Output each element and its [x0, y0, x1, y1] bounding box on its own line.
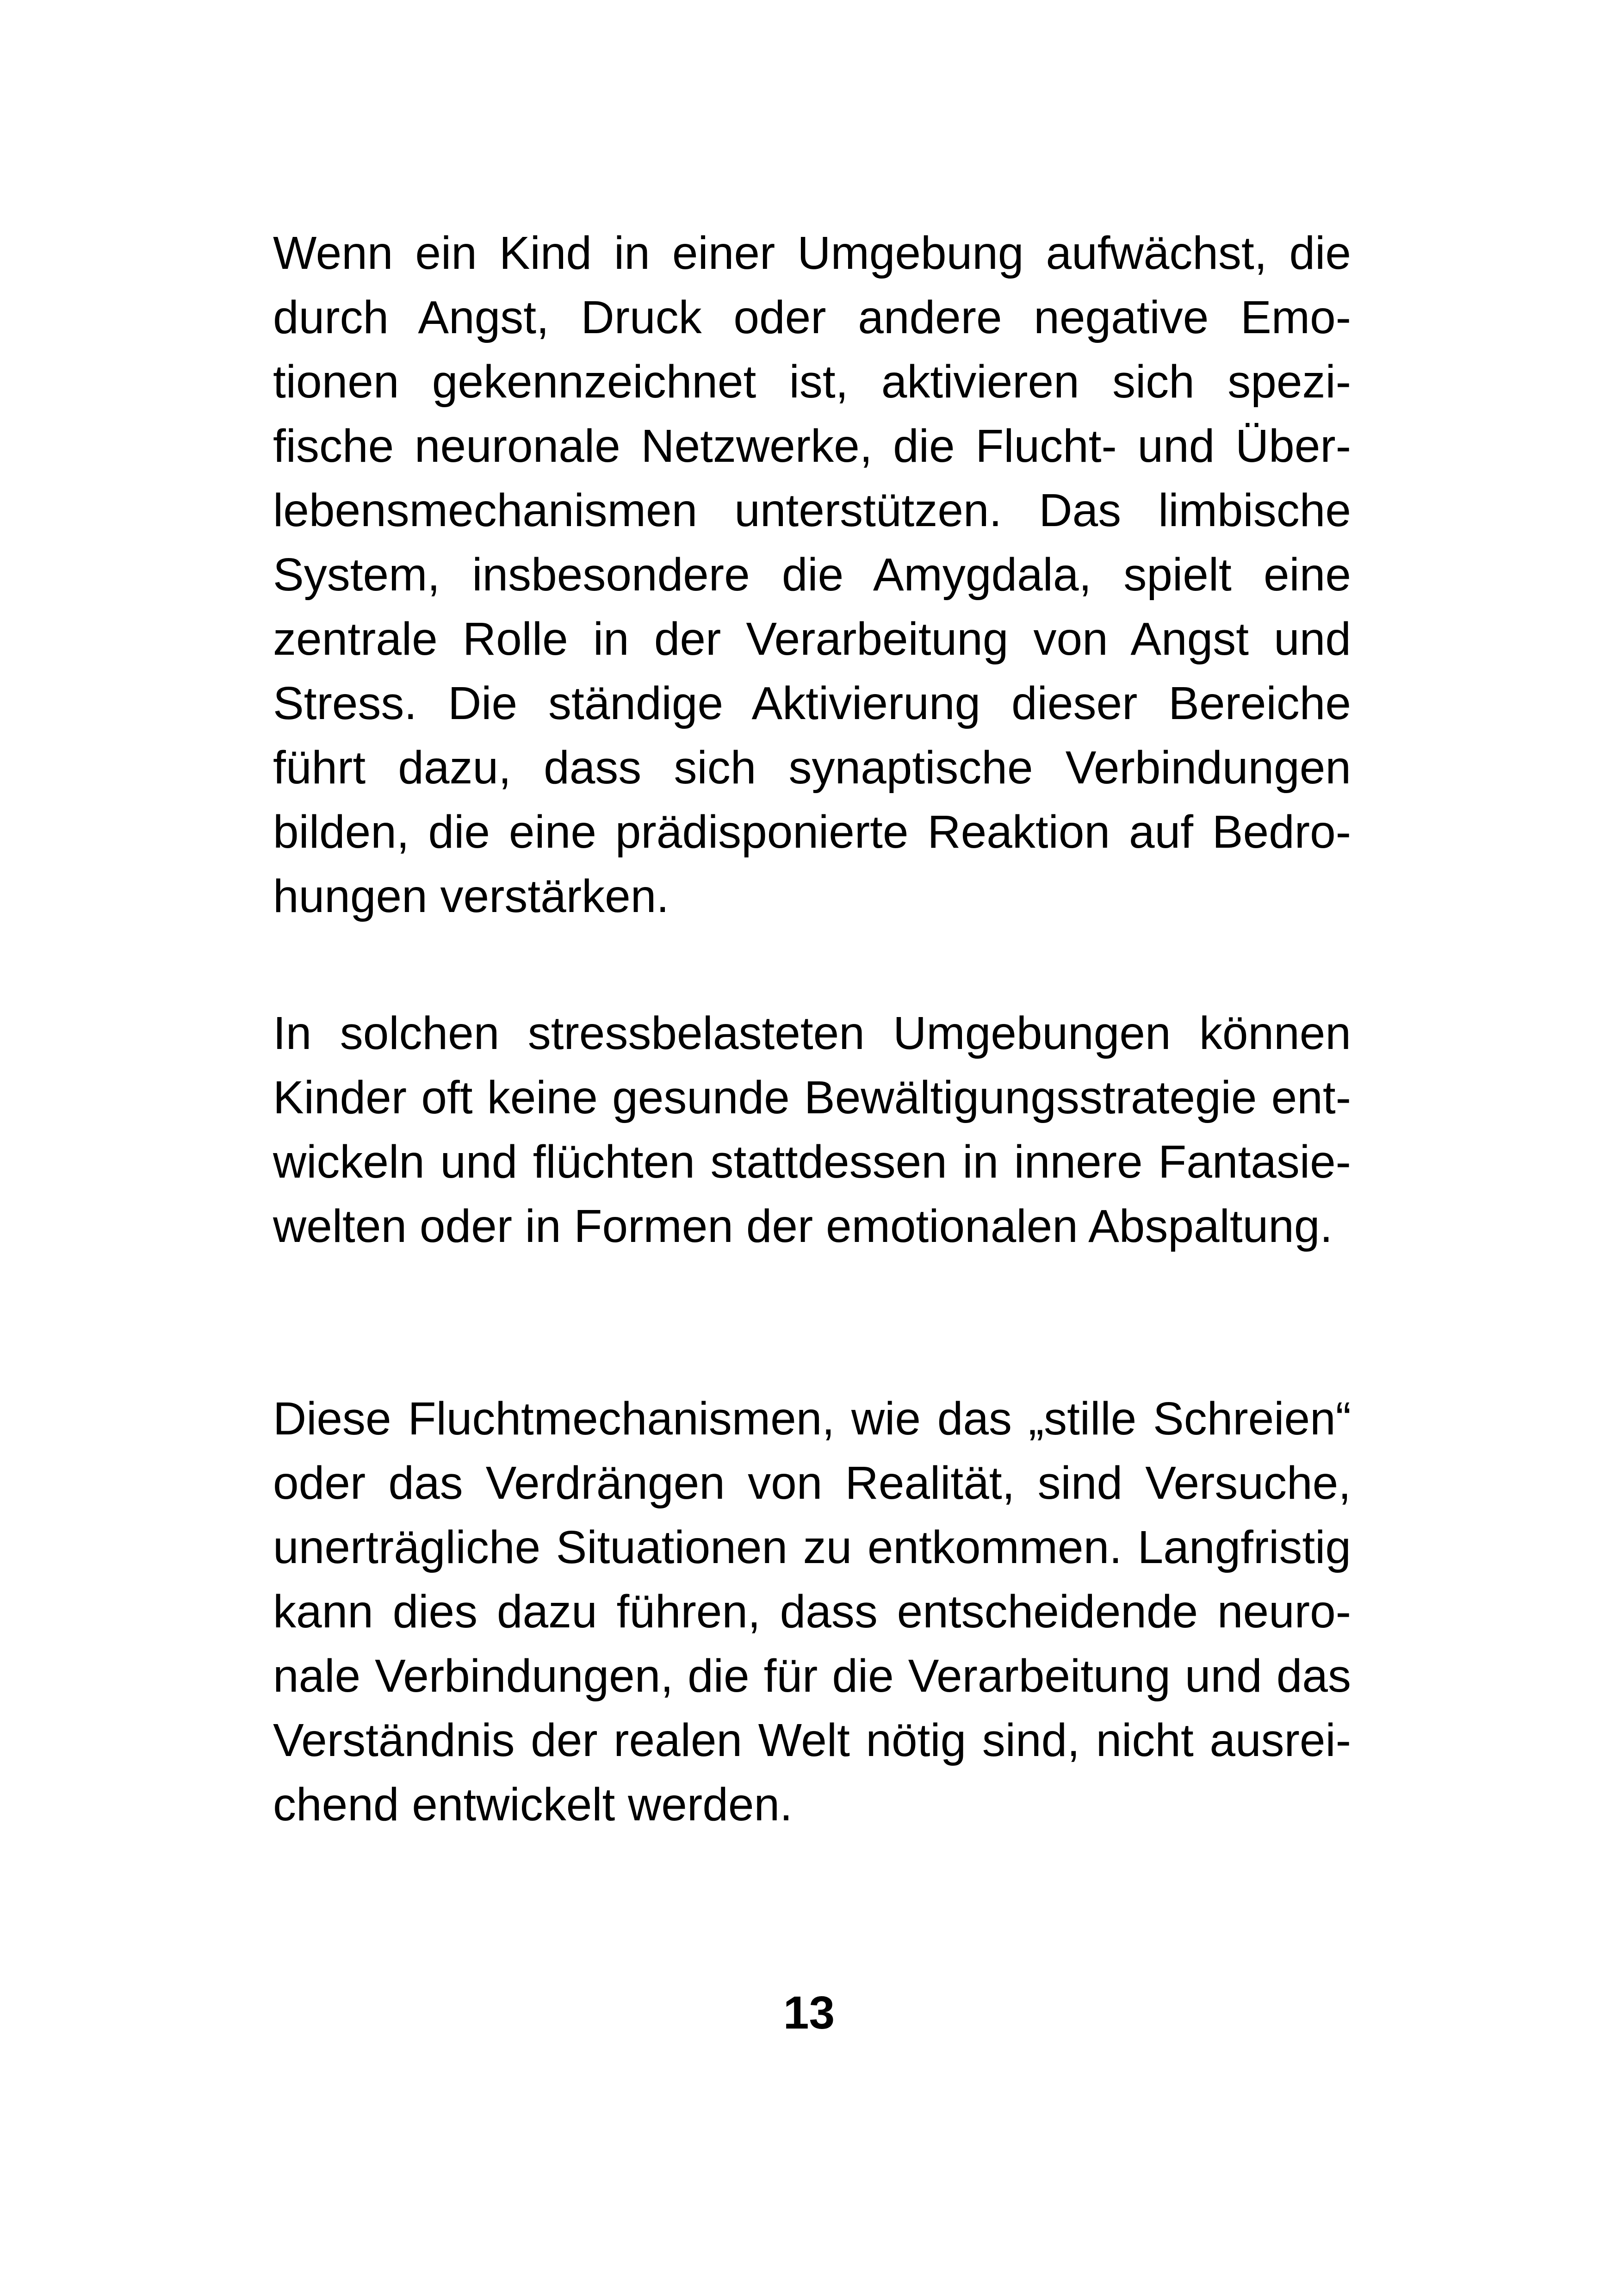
text-line: System, insbesondere die Amygdala, spielt eine	[273, 549, 1351, 601]
text-line: durch Angst, Druck oder andere negative Emo-	[273, 292, 1351, 343]
text-line: Wenn ein Kind in einer Umgebung aufwächst, die	[273, 227, 1351, 279]
text-line: unerträgliche Situationen zu entkommen. Langfristig	[273, 1521, 1351, 1573]
text-line: führt dazu, dass sich synaptische Verbindungen	[273, 742, 1351, 794]
text-line: Kinder oft keine gesunde Bewältigungsstrategie ent-	[273, 1072, 1351, 1123]
paragraph-1	[273, 221, 1351, 929]
text-line: nale Verbindungen, die für die Verarbeitung und das	[273, 1650, 1351, 1702]
text-line: bilden, die eine prädisponierte Reaktion auf Bedro-	[273, 806, 1351, 858]
text-line: zentrale Rolle in der Verarbeitung von Angst und	[273, 613, 1351, 665]
text-line: welten oder in Formen der emotionalen Abspaltung.	[273, 1200, 1333, 1252]
text-line: tionen gekennzeichnet ist, aktivieren sich spezi-	[273, 356, 1351, 408]
text-line: kann dies dazu führen, dass entscheidende neuro-	[273, 1586, 1351, 1638]
text-line: chend entwickelt werden.	[273, 1779, 793, 1831]
paragraph-2	[273, 1001, 1351, 1259]
text-line: oder das Verdrängen von Realität, sind Versuche,	[273, 1457, 1351, 1509]
paragraph-3	[273, 1387, 1351, 1837]
text-line: lebensmechanismen unterstützen. Das limbische	[273, 484, 1351, 536]
text-line: Diese Fluchtmechanismen, wie das „stille Schreien“	[273, 1393, 1351, 1445]
text-line: In solchen stressbelasteten Umgebungen können	[273, 1007, 1351, 1059]
text-line: fische neuronale Netzwerke, die Flucht- und Über-	[273, 420, 1351, 472]
text-line: wickeln und flüchten stattdessen in innere Fantasie-	[273, 1136, 1351, 1188]
text-line: Verständnis der realen Welt nötig sind, nicht ausrei-	[273, 1714, 1351, 1766]
page-number: 13	[783, 1987, 835, 2039]
text-line: hungen verstärken.	[273, 870, 670, 922]
text-line: Stress. Die ständige Aktivierung dieser Bereiche	[273, 677, 1351, 729]
